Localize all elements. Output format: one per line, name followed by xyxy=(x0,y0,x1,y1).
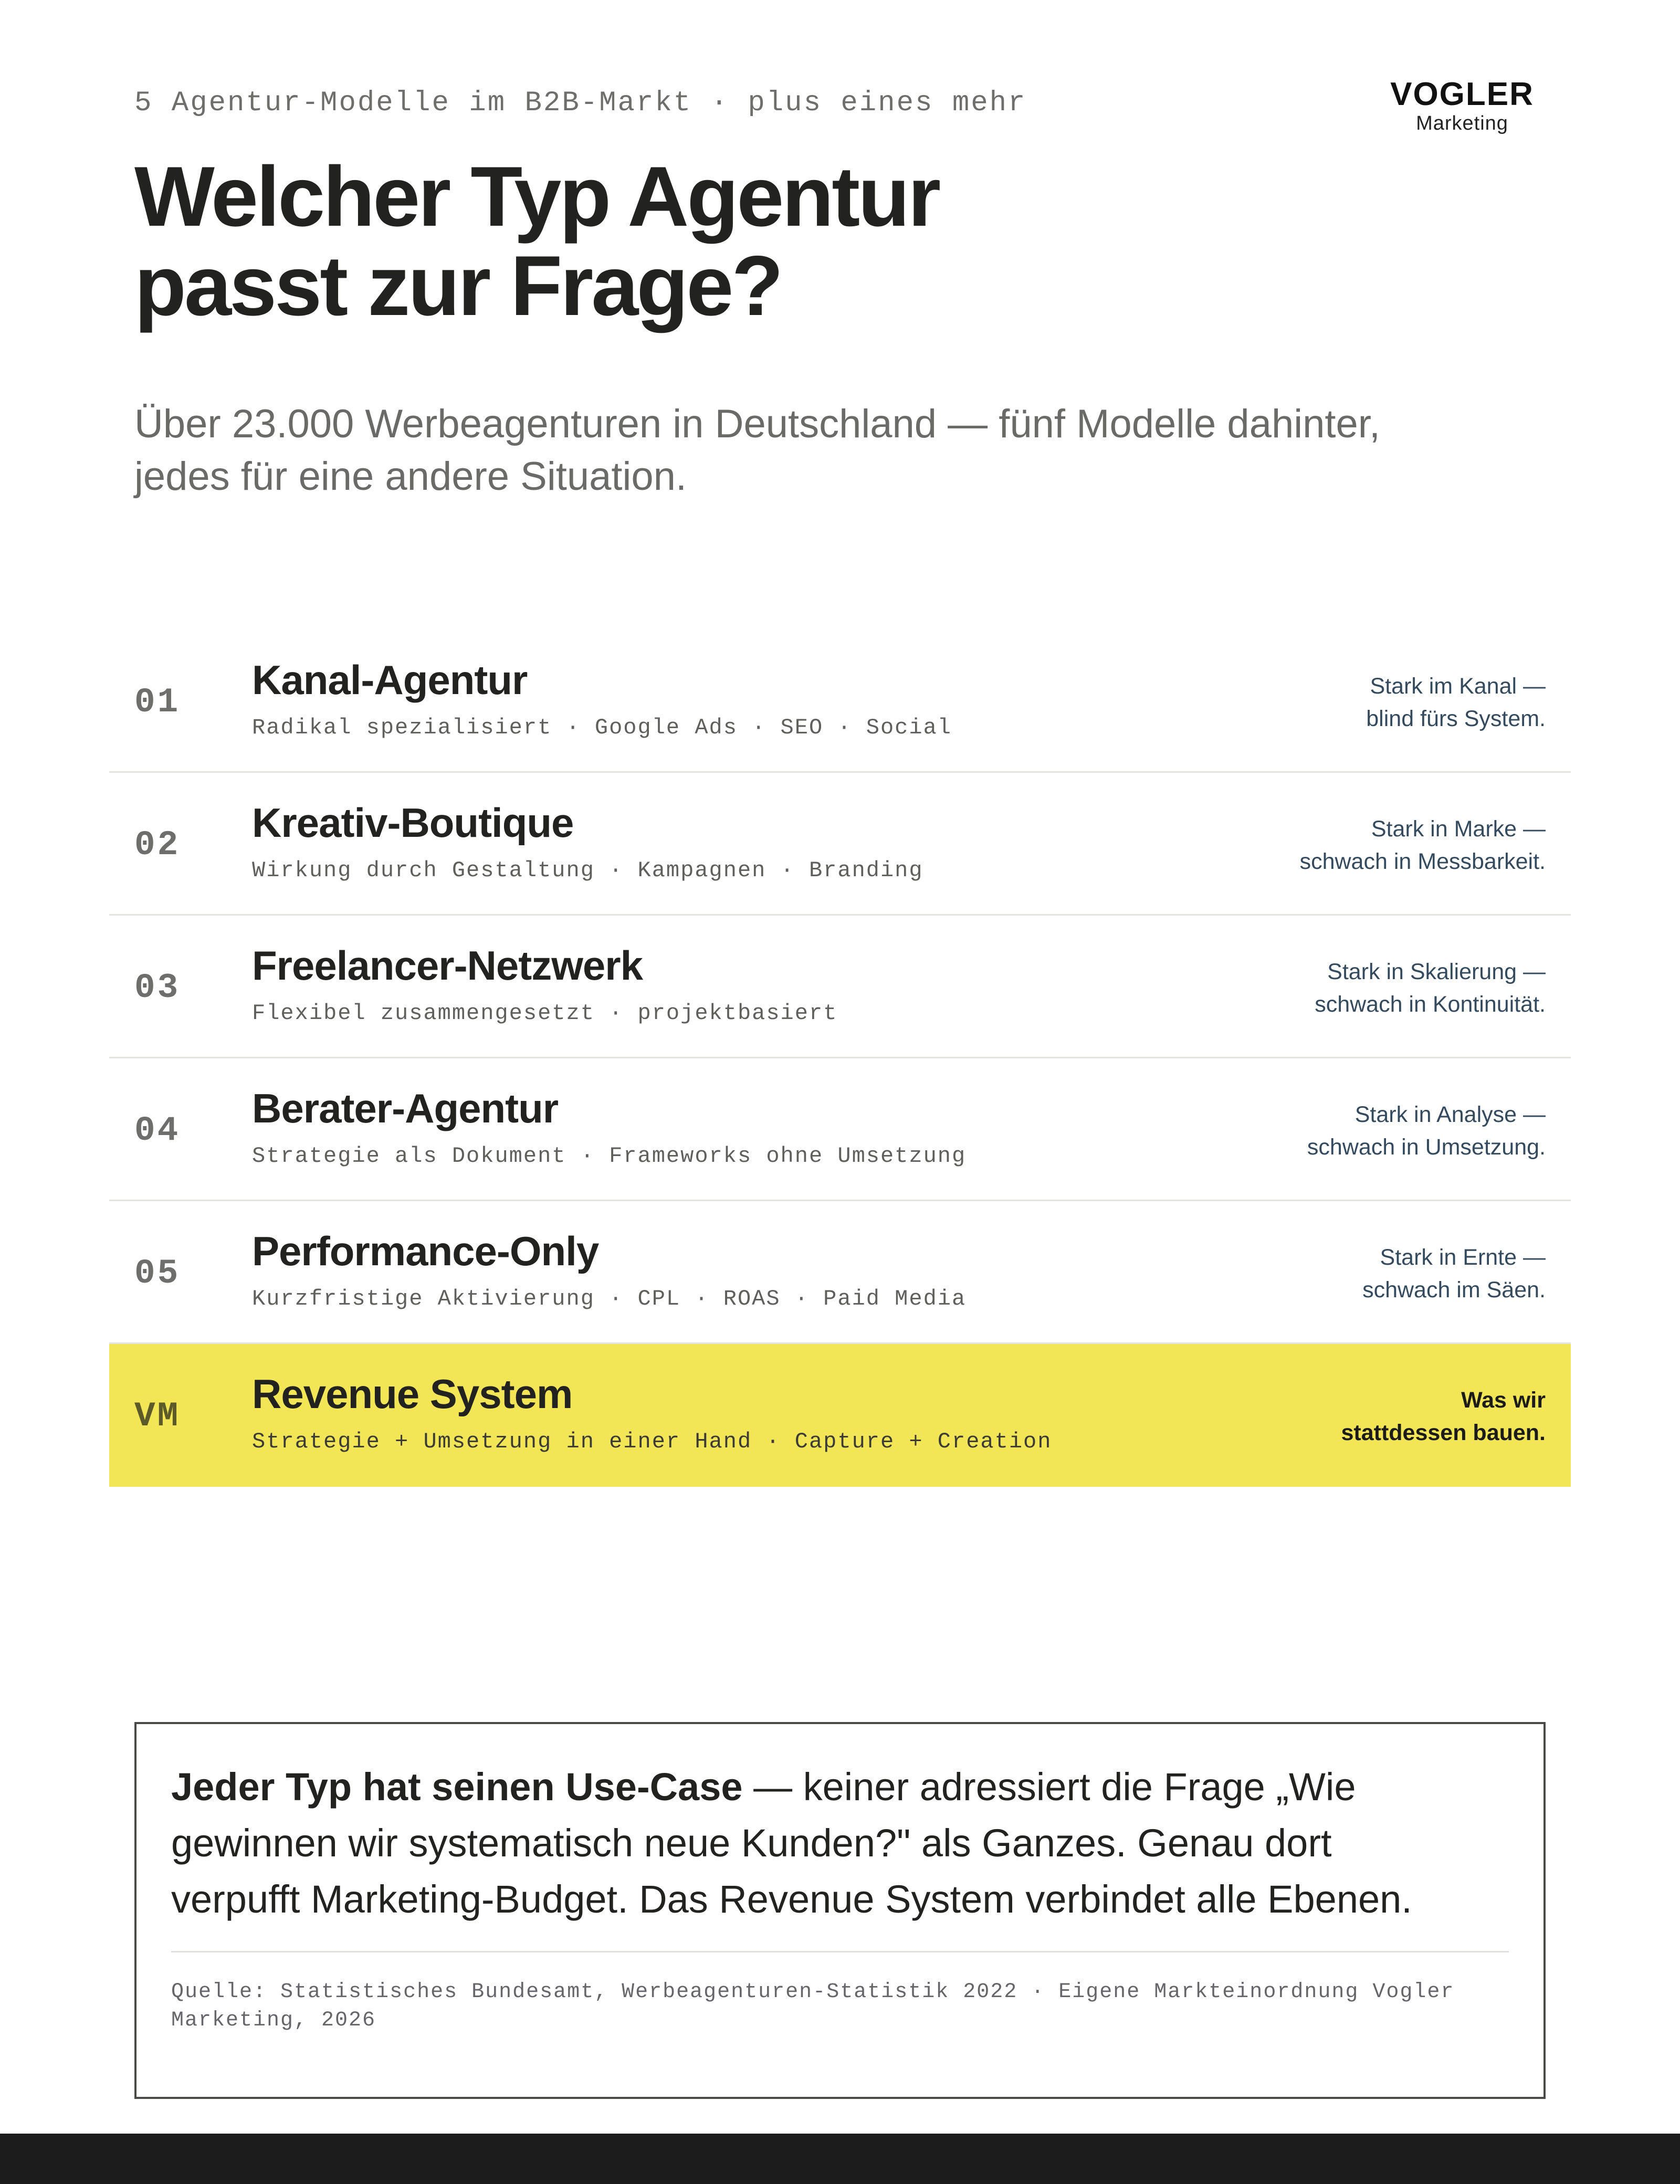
row-assessment xyxy=(1147,1098,1546,1163)
row-assessment-line-2: schwach im Säen. xyxy=(1362,1277,1546,1303)
row-title: Performance-Only xyxy=(252,1228,599,1274)
row-assessment-line-1: Stark in Ernte — xyxy=(1380,1245,1546,1270)
row-number: 02 xyxy=(134,825,181,865)
row-assessment xyxy=(1147,670,1546,735)
row-number: 01 xyxy=(134,682,181,722)
agency-row-performance xyxy=(109,1201,1571,1344)
row-title: Revenue System xyxy=(252,1371,573,1417)
row-assessment xyxy=(1147,956,1546,1021)
callout-line-1-rest: — keiner adressiert die Frage „Wie xyxy=(742,1765,1356,1809)
row-assessment xyxy=(1147,1241,1546,1306)
row-number: 05 xyxy=(134,1254,181,1293)
row-number: 04 xyxy=(134,1111,181,1150)
logo-wordmark: VOGLER xyxy=(1390,76,1534,112)
row-assessment xyxy=(1147,813,1546,878)
agency-row-freelancer xyxy=(109,916,1571,1058)
row-assessment-line-1: Was wir xyxy=(1461,1388,1546,1413)
page-subtitle xyxy=(134,398,1552,503)
agency-type-list xyxy=(109,630,1571,1487)
source-note xyxy=(171,1978,1515,2035)
row-title: Kreativ-Boutique xyxy=(252,800,574,846)
row-description: Radikal spezialisiert · Google Ads · SEO · Social xyxy=(252,715,952,740)
page-title-line-1: Welcher Typ Agentur xyxy=(134,149,939,244)
page-title xyxy=(134,149,939,333)
row-assessment-line-2: schwach in Kontinuität. xyxy=(1315,992,1546,1017)
callout-line-3: verpufft Marketing-Budget. Das Revenue System verbindet alle Ebenen. xyxy=(171,1877,1412,1921)
callout-line-2: gewinnen wir systematisch neue Kunden?" als Ganzes. Genau dort xyxy=(171,1821,1332,1865)
row-assessment xyxy=(1147,1384,1546,1449)
row-title: Kanal-Agentur xyxy=(252,657,528,703)
page-subtitle-line-2: jedes für eine andere Situation. xyxy=(134,454,687,499)
agency-row-kanal xyxy=(109,630,1571,773)
row-description: Strategie + Umsetzung in einer Hand · Capture + Creation xyxy=(252,1429,1052,1454)
summary-callout-box xyxy=(134,1722,1546,2099)
footer-bar xyxy=(0,2134,1680,2184)
callout-bold-lead: Jeder Typ hat seinen Use-Case xyxy=(171,1765,743,1809)
callout-text xyxy=(171,1759,1515,1927)
row-description: Flexibel zusammengesetzt · projektbasiert xyxy=(252,1001,838,1026)
eyebrow-text: 5 Agentur-Modelle im B2B-Markt · plus eines mehr xyxy=(134,87,1027,119)
row-assessment-line-2: schwach in Messbarkeit. xyxy=(1299,849,1546,874)
row-assessment-line-1: Stark im Kanal — xyxy=(1370,674,1546,699)
row-title: Berater-Agentur xyxy=(252,1085,559,1131)
agency-row-berater xyxy=(109,1058,1571,1201)
row-description: Kurzfristige Aktivierung · CPL · ROAS · Paid Media xyxy=(252,1286,967,1311)
row-assessment-line-2: blind fürs System. xyxy=(1366,706,1546,731)
row-assessment-line-1: Stark in Analyse — xyxy=(1354,1102,1546,1127)
source-line-2: Marketing, 2026 xyxy=(171,2009,376,2032)
row-number: 03 xyxy=(134,968,181,1007)
page-subtitle-line-1: Über 23.000 Werbeagenturen in Deutschland — fünf Modelle dahinter, xyxy=(134,402,1380,446)
logo-subline: Marketing xyxy=(1416,112,1508,134)
vogler-logo xyxy=(1376,77,1549,134)
callout-line-1 xyxy=(171,1759,1515,1815)
row-number: VM xyxy=(134,1396,181,1436)
row-title: Freelancer-Netzwerk xyxy=(252,942,643,989)
agency-row-revenue-system xyxy=(109,1344,1571,1487)
row-assessment-line-2: schwach in Umsetzung. xyxy=(1307,1135,1546,1160)
agency-row-kreativ xyxy=(109,773,1571,916)
row-assessment-line-2: stattdessen bauen. xyxy=(1341,1420,1546,1445)
callout-divider xyxy=(171,1951,1509,1952)
source-line-1: Quelle: Statistisches Bundesamt, Werbeagenturen-Statistik 2022 · Eigene Markteinordnung Vogler xyxy=(171,1980,1455,2004)
row-description: Wirkung durch Gestaltung · Kampagnen · Branding xyxy=(252,858,923,883)
row-description: Strategie als Dokument · Frameworks ohne Umsetzung xyxy=(252,1143,967,1169)
row-assessment-line-1: Stark in Skalierung — xyxy=(1327,959,1546,984)
row-assessment-line-1: Stark in Marke — xyxy=(1371,816,1546,842)
page-title-line-2: passt zur Frage? xyxy=(134,238,782,333)
